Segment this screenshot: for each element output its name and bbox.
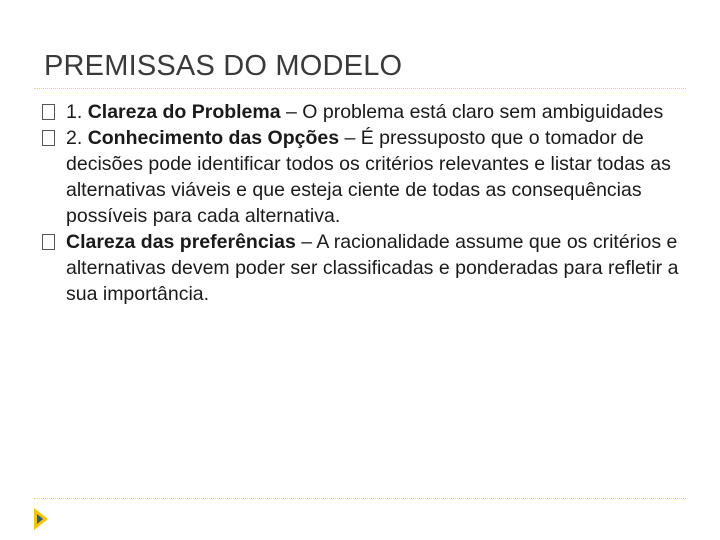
list-item — [42, 229, 692, 307]
list-item — [42, 125, 692, 229]
footer-divider — [34, 498, 686, 499]
bullet-text: – É pressuposto que o tomador de decisões pode identificar todos os critérios relevantes e listar todas as alternativas viáveis e que esteja ciente de todas as consequências possíveis para cada alternativa. — [66, 127, 671, 227]
bullet-term: Conhecimento das Opções — [87, 127, 340, 149]
square-bullet-icon — [42, 234, 55, 250]
title-divider — [34, 88, 686, 89]
bullet-term: Clareza das preferências — [66, 231, 296, 253]
page-title: PREMISSAS DO MODELO — [44, 50, 403, 82]
bullet-list — [42, 99, 692, 307]
list-item — [42, 99, 692, 125]
bullet-text: – A racionalidade assume que os critérios e alternativas devem poder ser classificadas e ponderadas para refletir a sua importância. — [66, 231, 679, 305]
bullet-term: Clareza do Problema — [87, 101, 281, 123]
bullet-text: – O problema está claro sem ambiguidades — [280, 101, 664, 123]
bullet-number: 1. — [66, 101, 88, 123]
square-bullet-icon — [42, 130, 55, 146]
play-arrow-inner-icon — [37, 514, 43, 524]
bullet-number: 2. — [66, 127, 88, 149]
square-bullet-icon — [42, 104, 55, 120]
